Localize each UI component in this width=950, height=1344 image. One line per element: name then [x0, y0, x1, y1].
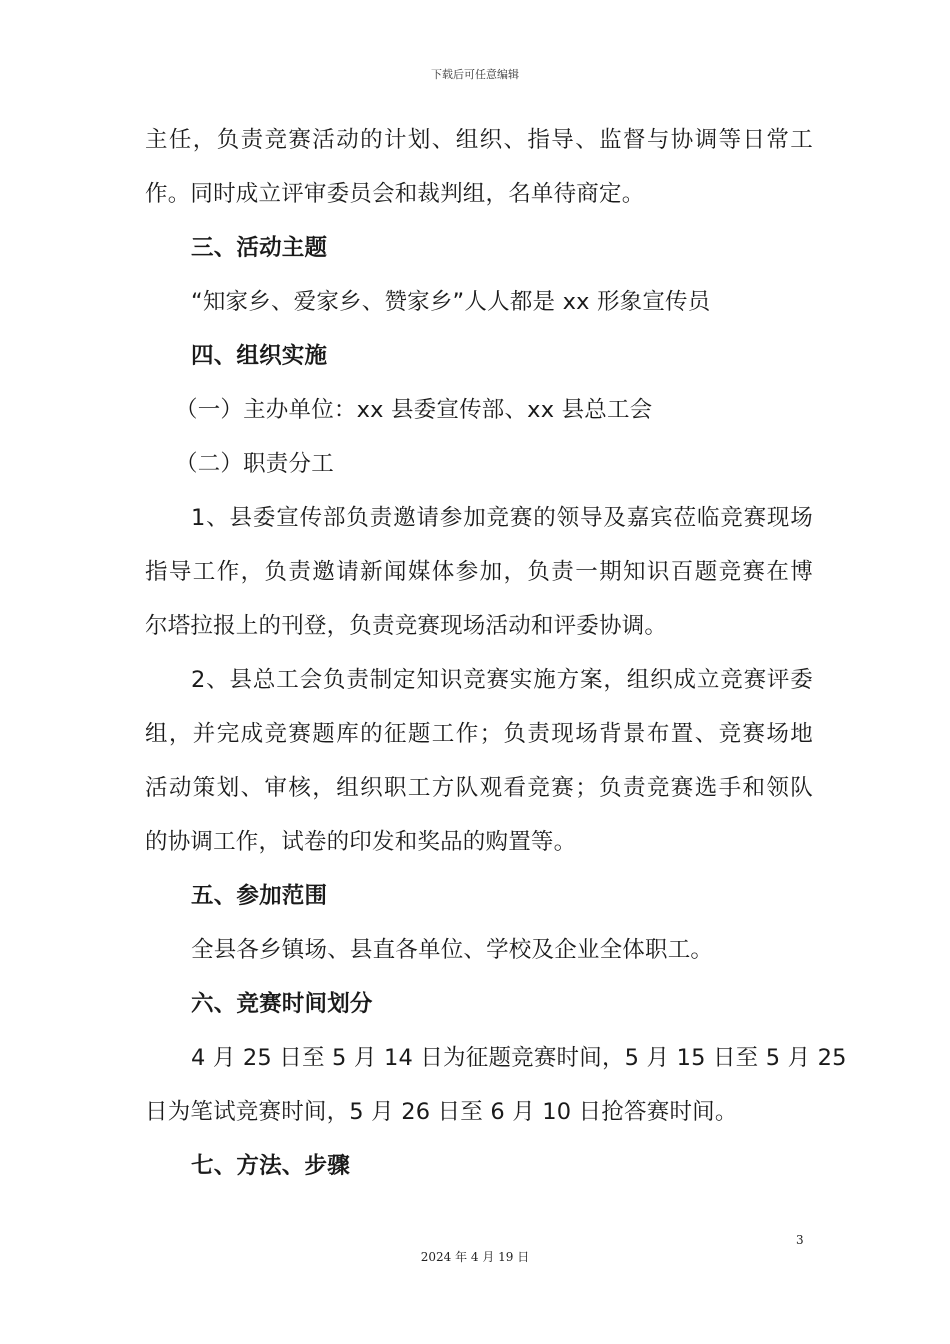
section-heading-steps: 七、方法、步骤	[191, 1153, 350, 1179]
section-heading-implementation: 四、组织实施	[191, 343, 328, 369]
page-number: 3	[796, 1233, 804, 1247]
subsection-duties: （二）职责分工	[175, 451, 334, 477]
paragraph-line: 组，并完成竞赛题库的征题工作；负责现场背景布置、竞赛场地	[145, 721, 813, 747]
paragraph-line: 1、县委宣传部负责邀请参加竞赛的领导及嘉宾莅临竞赛现场	[191, 505, 813, 531]
paragraph-line: 活动策划、审核，组织职工方队观看竞赛；负责竞赛选手和领队	[145, 775, 813, 801]
paragraph-line: 2、县总工会负责制定知识竞赛实施方案，组织成立竞赛评委	[191, 667, 813, 693]
section-heading-theme: 三、活动主题	[191, 235, 328, 261]
section-heading-schedule: 六、竞赛时间划分	[191, 991, 373, 1017]
paragraph-line: 4 月 25 日至 5 月 14 日为征题竞赛时间，5 月 15 日至 5 月 25	[191, 1045, 847, 1071]
paragraph-line: 全县各乡镇场、县直各单位、学校及企业全体职工。	[191, 937, 714, 963]
paragraph-line: 尔塔拉报上的刊登，负责竞赛现场活动和评委协调。	[145, 613, 668, 639]
footer-date: 2024 年 4 月 19 日	[420, 1250, 530, 1264]
document-body	[145, 113, 847, 1193]
paragraph-line: 指导工作，负责邀请新闻媒体参加，负责一期知识百题竞赛在博	[145, 559, 813, 585]
paragraph-line: 日为笔试竞赛时间，5 月 26 日至 6 月 10 日抢答赛时间。	[145, 1099, 738, 1125]
paragraph-line: “知家乡、爱家乡、赞家乡”人人都是 xx 形象宣传员	[191, 289, 711, 315]
section-heading-scope: 五、参加范围	[191, 883, 328, 909]
paragraph-line: 主任，负责竞赛活动的计划、组织、指导、监督与协调等日常工	[145, 127, 813, 153]
paragraph-line: 的协调工作，试卷的印发和奖品的购置等。	[145, 829, 577, 855]
subsection-organizer: （一）主办单位：xx 县委宣传部、xx 县总工会	[175, 397, 653, 423]
header-note: 下载后可任意编辑	[431, 68, 519, 81]
paragraph-line: 作。同时成立评审委员会和裁判组，名单待商定。	[145, 181, 645, 207]
